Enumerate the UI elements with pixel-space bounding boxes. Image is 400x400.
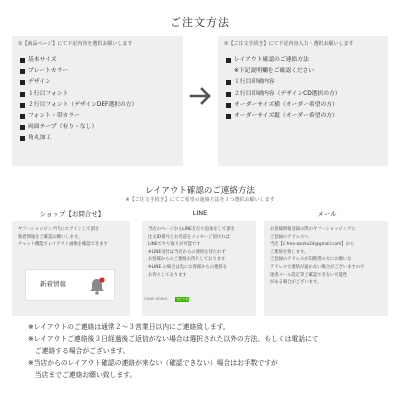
list-item-label: ※下記説明欄をご確認ください — [234, 68, 315, 75]
card-line: 注文ID番号とお名前をメッセージ頂ければ — [148, 234, 230, 240]
list-item-label: 両面テープ（有り・なし） — [28, 124, 98, 131]
square-bullet-icon — [20, 92, 25, 97]
square-bullet-icon — [226, 103, 231, 108]
square-bullet-icon — [226, 92, 231, 97]
list-item-label: １行目フォント — [28, 90, 69, 97]
contact-method-title: レイアウト確認のご連絡方法 — [145, 186, 255, 196]
card-line: お客様情報登録の際のヤフーショッピングに — [270, 227, 356, 232]
square-bullet-icon — [20, 114, 25, 119]
square-bullet-icon — [20, 69, 25, 74]
notification-badge-icon — [99, 277, 104, 282]
card-line: お客様からのご連絡お待ちしております — [148, 257, 226, 263]
list-item — [226, 111, 388, 122]
list-item — [20, 111, 183, 122]
square-bullet-icon — [226, 114, 231, 119]
list-item — [20, 100, 183, 111]
card-line: ご登録のアドレスへ — [270, 234, 309, 240]
note-line: ※レイアウトご連絡後３日経過後ご返信がない場合は選択された以外の方法、もしくは電話にて — [28, 334, 319, 343]
square-bullet-icon — [20, 103, 25, 108]
card-line: LINEでやり取りが可能です — [148, 242, 201, 248]
card-line: アドレスで連絡が届かない場合がございますので — [270, 264, 365, 270]
mail-heading: メール — [317, 210, 337, 218]
list-item-label: オーダーサイズ縦（オーダー希望の方） — [234, 112, 338, 119]
list-item-label: プレートカラー — [28, 68, 69, 75]
arrow-right-icon — [189, 86, 213, 106]
bell-icon — [88, 276, 106, 296]
news-preview — [25, 269, 115, 301]
card-line: ※LINE の場合は先にお客様からの連絡を — [148, 264, 228, 270]
list-item — [226, 66, 388, 77]
order-procedure-panel — [218, 36, 388, 166]
line-logo: FUJINE WORKS — [144, 297, 168, 301]
card-line: 当店のページからLINE友だち追加をして頂き — [148, 227, 235, 232]
square-bullet-icon — [20, 80, 25, 85]
card-line: 当店【c.free.works24@gmail.com】から — [270, 242, 355, 248]
note-line: 当店までご連絡お願い致します。 — [28, 370, 137, 379]
list-item — [226, 100, 388, 111]
order-procedure-list — [218, 47, 388, 122]
list-item — [226, 55, 388, 66]
list-item — [20, 133, 183, 144]
shop-inquiry-heading: ショップ【お問合せ】 — [39, 210, 105, 218]
notes-section — [28, 322, 388, 382]
square-bullet-icon — [20, 136, 25, 141]
list-item — [20, 122, 183, 133]
card-line: 新着情報をご確認お願いします。 — [18, 234, 83, 240]
square-bullet-icon — [226, 80, 231, 85]
mail-card — [264, 221, 388, 316]
list-item-label: 基本サイズ — [28, 57, 57, 63]
order-procedure-header: ②【ご注文手続き】にて下記内容入力・選択お願いします — [224, 41, 354, 47]
line-add-friend-strip — [144, 295, 224, 306]
list-item-label: １行目印刷内容 — [234, 79, 275, 86]
list-item-label: レイアウト確認のご連絡方法 — [234, 57, 309, 63]
product-selection-panel — [12, 36, 183, 166]
square-bullet-icon — [20, 58, 25, 63]
card-line: 迷惑メール設定等ご確認できない可能性 — [270, 272, 348, 278]
line-text — [142, 221, 256, 279]
note-line: ※当店からのレイアウト確認の連絡が来ない（確認できない）場合はお手数ですが — [28, 358, 278, 367]
card-line: お待ちしております — [148, 272, 187, 278]
list-item-label: フォント・帯カラー — [28, 112, 80, 119]
list-item-label: ２行目印刷内容（デザインCD選択の方） — [234, 90, 341, 97]
list-item — [226, 89, 388, 100]
product-selection-list — [12, 47, 183, 145]
list-item — [20, 55, 183, 66]
list-item-label: ２行目フォント（デザインDEF選択の方） — [28, 101, 138, 108]
shop-inquiry-text — [12, 221, 130, 249]
list-item-label: 角丸加工 — [28, 135, 52, 142]
line-add-friend-button[interactable]: 友だち追加 — [176, 296, 189, 306]
product-selection-header: ①【商品ページ】にて下記内容を選択お願いします — [18, 41, 133, 47]
list-item-label: オーダーサイズ横（オーダー希望の方） — [234, 101, 338, 108]
mail-text — [264, 221, 388, 287]
line-heading: LINE — [192, 209, 208, 217]
square-bullet-icon — [20, 125, 25, 130]
list-item — [20, 89, 183, 100]
contact-method-subtitle: ※【ご注文手続き】にてご希望の連絡方法を１つ選択お願いします — [125, 197, 275, 203]
list-item — [226, 77, 388, 88]
card-line: がある場合がございます。 — [270, 280, 322, 286]
page-title: ご注文方法 — [170, 16, 230, 29]
card-line: ※LINE受付は当店からの連絡を待たれず — [148, 249, 226, 255]
card-line: ご登録のアドレスが旧携帯の方にお願いな — [270, 257, 352, 263]
card-line: ご連絡を致します。 — [270, 249, 309, 255]
note-line: ※レイアウトのご連絡は通常２〜３営業日以内にご連絡致します。 — [28, 323, 230, 331]
note-line: ご連絡する場合がございます。 — [28, 346, 130, 355]
news-label: 新着情報 — [40, 280, 66, 288]
list-item — [20, 77, 183, 88]
card-line: チャット機能でレイアウト画像を確認できます — [18, 242, 108, 248]
list-item — [20, 66, 183, 77]
card-line: ヤフーショッピング内にログインして頂き — [18, 227, 100, 232]
list-item-label: デザイン — [28, 79, 51, 86]
square-bullet-icon — [226, 58, 231, 63]
